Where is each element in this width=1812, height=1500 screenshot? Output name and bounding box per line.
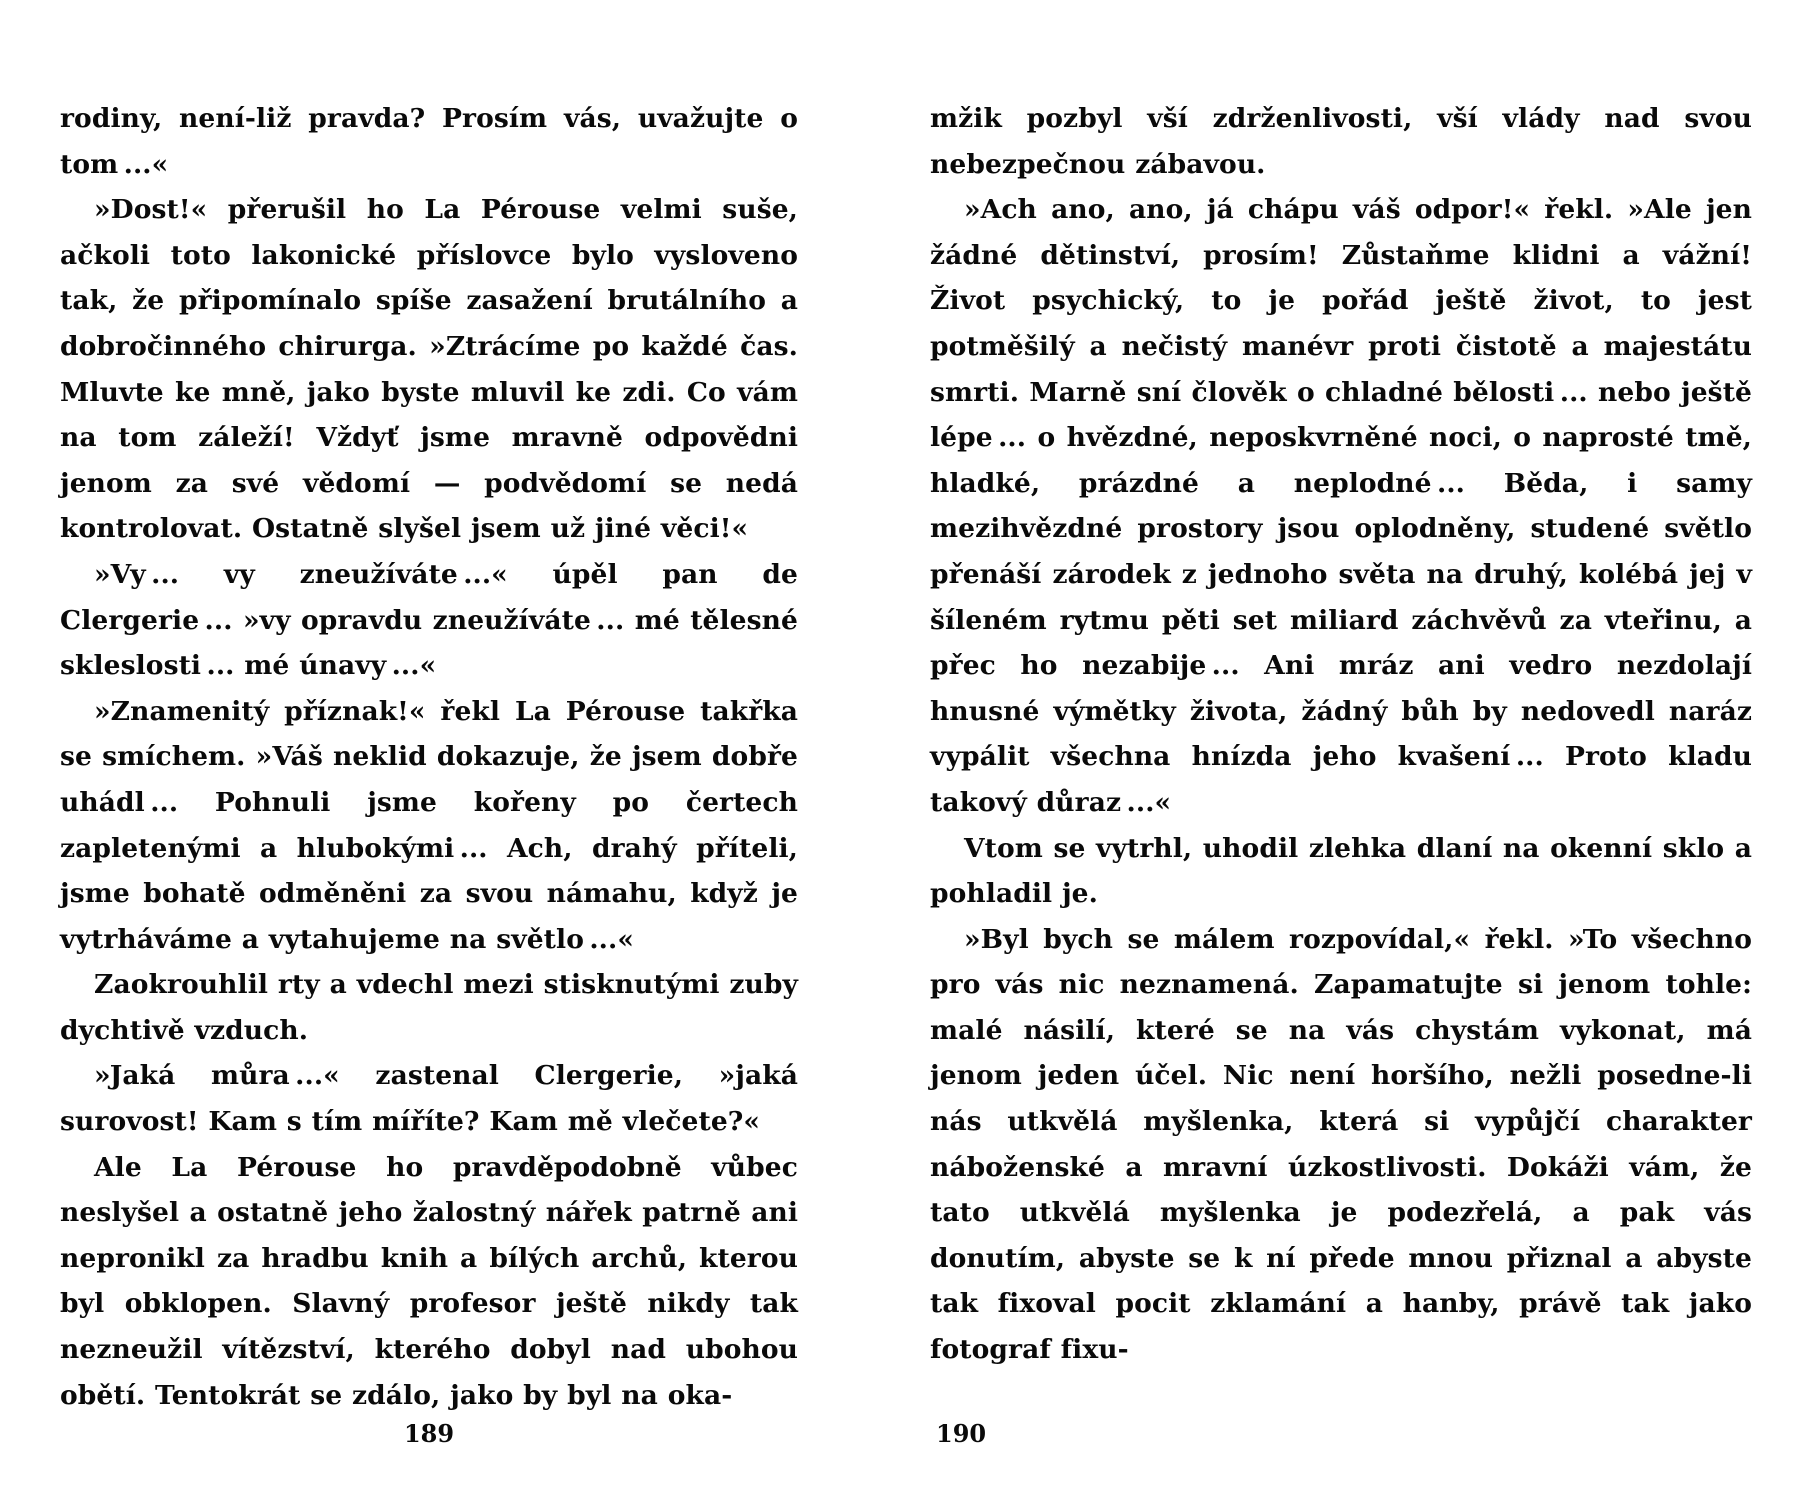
paragraph: rodiny, není-liž pravda? Prosím vás, uvažujte o tom ...« bbox=[60, 103, 798, 180]
page-left-body bbox=[60, 96, 798, 1418]
paragraph: »Ach ano, ano, já chápu váš odpor!« řekl. »Ale jen žádné dětinství, prosím! Zůstaňme klidni a vážní! Život psychický, to je pořád ještě život, to jest potměšilý a nečistý manévr proti čistotě a majestátu smrti. Marně sní člověk o chladné bělosti ... nebo ještě lépe ... o hvězdné, neposkvrněné noci, o naprosté tmě, hladké, prázdné a neplodné ... Běda, i samy mezihvězdné prostory jsou oplodněny, studené světlo přenáší zárodek z jednoho světa na druhý, kolébá jej v šíleném rytmu pěti set miliard záchvěvů za vteřinu, a přec ho nezabije ... Ani mráz ani vedro nezdolají hnusné výmětky života, žádný bůh by nedovedl naráz vypálit všechna hnízda jeho kvašení ... Proto kladu takový důraz ...« bbox=[930, 194, 1752, 818]
page-number-left: 189 bbox=[403, 1419, 455, 1448]
paragraph: Zaokrouhlil rty a vdechl mezi stisknutými zuby dychtivě vzduch. bbox=[60, 969, 798, 1046]
paragraph: Ale La Pérouse ho pravděpodobně vůbec neslyšel a ostatně jeho žalostný nářek patrně ani nepronikl za hradbu knih a bílých archů, kterou byl obklopen. Slavný profesor ještě nikdy tak nezneužil vítězství, kterého dobyl nad ubohou obětí. Tentokrát se zdálo, jako by byl na oka- bbox=[60, 1151, 798, 1411]
paragraph: Vtom se vytrhl, uhodil zlehka dlaní na okenní sklo a pohladil je. bbox=[930, 832, 1752, 910]
paragraph: mžik pozbyl vší zdrženlivosti, vší vlády nad svou nebezpečnou zábavou. bbox=[930, 103, 1752, 180]
paragraph: »Byl bych se málem rozpovídal,« řekl. »To všechno pro vás nic neznamená. Zapamatujte si jenom tohle: malé násilí, které se na vás chystám vykonat, má jenom jeden účel. Nic není horšího, nežli posedne-li nás utkvělá myšlenka, která si vypůjčí charakter náboženské a mravní úzkostlivosti. Dokáži vám, že tato utkvělá myšlenka je podezřelá, a pak vás donutím, abyste se k ní přede mnou přiznal a abyste tak fixoval pocit zklamání a hanby, právě tak jako fotograf fixu- bbox=[930, 923, 1752, 1366]
paragraph: »Jaká můra ...« zastenal Clergerie, »jaká surovost! Kam s tím míříte? Kam mě vlečete?« bbox=[60, 1060, 798, 1138]
page-right-body bbox=[930, 96, 1752, 1373]
paragraph: »Znamenitý příznak!« řekl La Pérouse takřka se smíchem. »Váš neklid dokazuje, že jsem dobře uhádl ... Pohnuli jsme kořeny po čertech zapletenými a hlubokými ... Ach, drahý příteli, jsme bohatě odměněni za svou námahu, když je vytrháváme a vytahujeme na světlo ...« bbox=[60, 695, 798, 955]
page-number-right: 190 bbox=[936, 1419, 987, 1448]
page-right bbox=[906, 0, 1812, 1500]
paragraph: »Dost!« přerušil ho La Pérouse velmi suše, ačkoli toto lakonické příslovce bylo vysloveno tak, že připomínalo spíše zasažení brutálního a dobročinného chirurga. »Ztrácíme po každé čas. Mluvte ke mně, jako byste mluvil ke zdi. Co vám na tom záleží! Vždyť jsme mravně odpovědni jenom za své vědomí — podvědomí se nedá kontrolovat. Ostatně slyšel jsem už jiné věci!« bbox=[60, 194, 798, 545]
paragraph: »Vy ... vy zneužíváte ...« úpěl pan de Clergerie ... »vy opravdu zneužíváte ... mé tělesné skleslosti ... mé únavy ...« bbox=[60, 558, 798, 682]
